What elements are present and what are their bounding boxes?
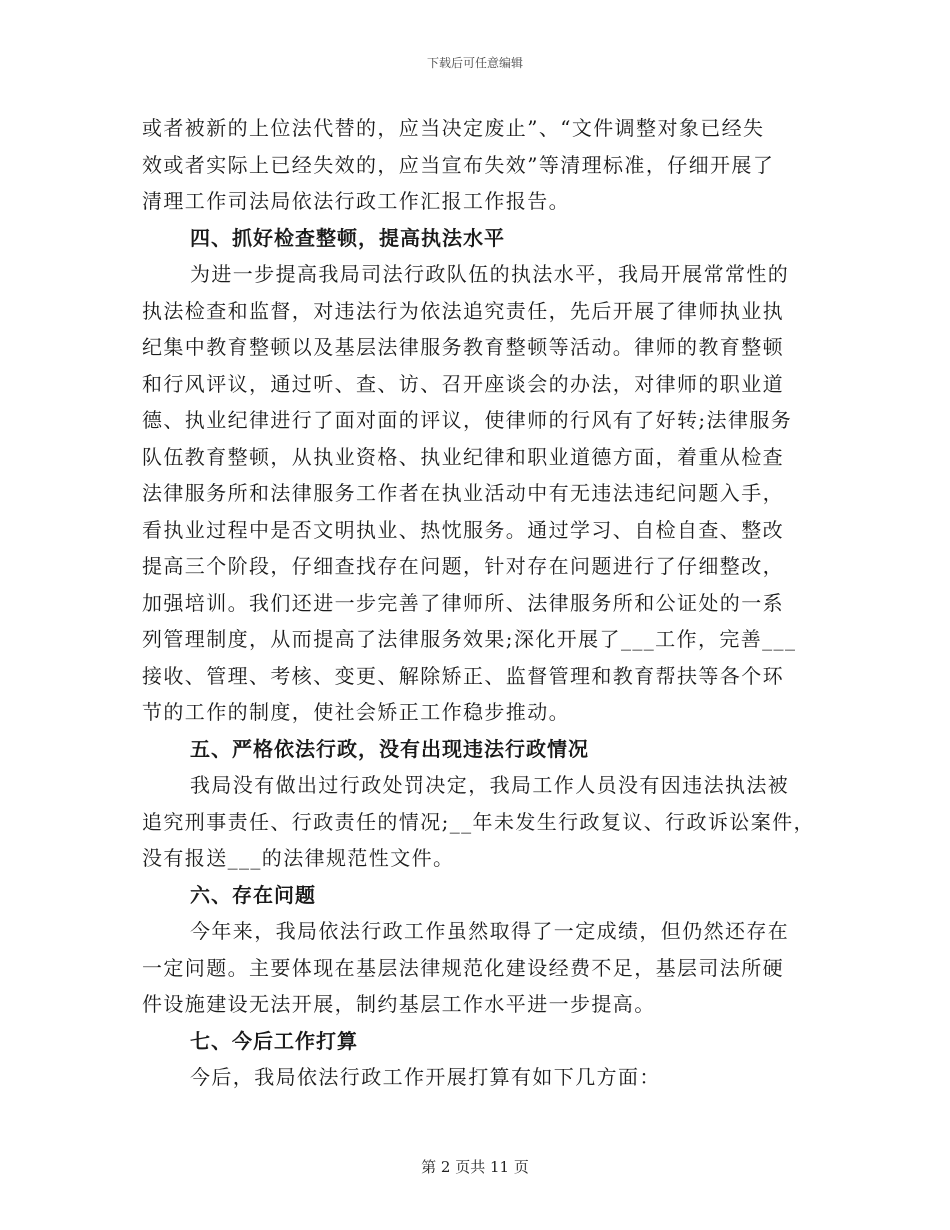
body-line: 件设施建设无法开展，制约基层工作水平进一步提高。 — [142, 992, 656, 1016]
section-heading-7: 七、今后工作打算 — [190, 1029, 358, 1053]
body-line: 效或者实际上已经失效的，应当宣布失效”等清理标准，仔细开展了 — [142, 153, 775, 177]
body-line: 没有报送___的法律规范性文件。 — [142, 846, 455, 870]
body-line: 和行风评议，通过听、查、访、召开座谈会的办法，对律师的职业道 — [142, 372, 784, 396]
body-line: 纪集中教育整顿以及基层法律服务教育整顿等活动。律师的教育整顿 — [142, 335, 784, 359]
body-line: 为进一步提高我局司法行政队伍的执法水平，我局开展常常性的 — [190, 262, 790, 286]
body-line: 提高三个阶段，仔细查找存在问题，针对存在问题进行了仔细整改， — [142, 554, 784, 578]
body-line: 队伍教育整顿，从执业资格、执业纪律和职业道德方面，着重从检查 — [142, 445, 784, 469]
page-header-note: 下载后可任意编辑 — [426, 56, 523, 70]
body-line: 或者被新的上位法代替的，应当决定废止”、“文件调整对象已经失 — [142, 116, 765, 140]
section-heading-6: 六、存在问题 — [190, 883, 316, 907]
body-line: 看执业过程中是否文明执业、热忱服务。通过学习、自检自查、整改 — [142, 518, 784, 542]
body-line: 加强培训。我们还进一步完善了律师所、法律服务所和公证处的一系 — [142, 591, 784, 615]
body-line: 节的工作的制度，使社会矫正工作稳步推动。 — [142, 700, 570, 724]
body-line: 法律服务所和法律服务工作者在执业活动中有无违法违纪问题入手， — [142, 481, 784, 505]
section-heading-4: 四、抓好检查整顿，提高执法水平 — [190, 226, 505, 250]
body-line: 今后，我局依法行政工作开展打算有如下几方面： — [190, 1065, 661, 1089]
body-line: 执法检查和监督，对违法行为依法追究责任，先后开展了律师执业执 — [142, 299, 784, 323]
page-number: 第 2 页共 11 页 — [421, 1158, 529, 1176]
body-line: 清理工作司法局依法行政工作汇报工作报告。 — [142, 189, 570, 213]
body-line: 我局没有做出过行政处罚决定，我局工作人员没有因违法执法被 — [190, 773, 790, 797]
body-line: 德、执业纪律进行了面对面的评议，使律师的行风有了好转;法律服务 — [142, 408, 793, 432]
body-line: 列管理制度，从而提高了法律服务效果;深化开展了___工作，完善___ — [142, 627, 797, 651]
body-line: 今年来，我局依法行政工作虽然取得了一定成绩，但仍然还存在 — [190, 919, 790, 943]
section-heading-5: 五、严格依法行政，没有出现违法行政情况 — [190, 737, 589, 761]
body-line: 接收、管理、考核、变更、解除矫正、监督管理和教育帮扶等各个环 — [142, 664, 784, 688]
body-line: 追究刑事责任、行政责任的情况;__年未发生行政复议、行政诉讼案件， — [142, 810, 815, 834]
body-line: 一定问题。主要体现在基层法律规范化建设经费不足，基层司法所硬 — [142, 956, 784, 980]
